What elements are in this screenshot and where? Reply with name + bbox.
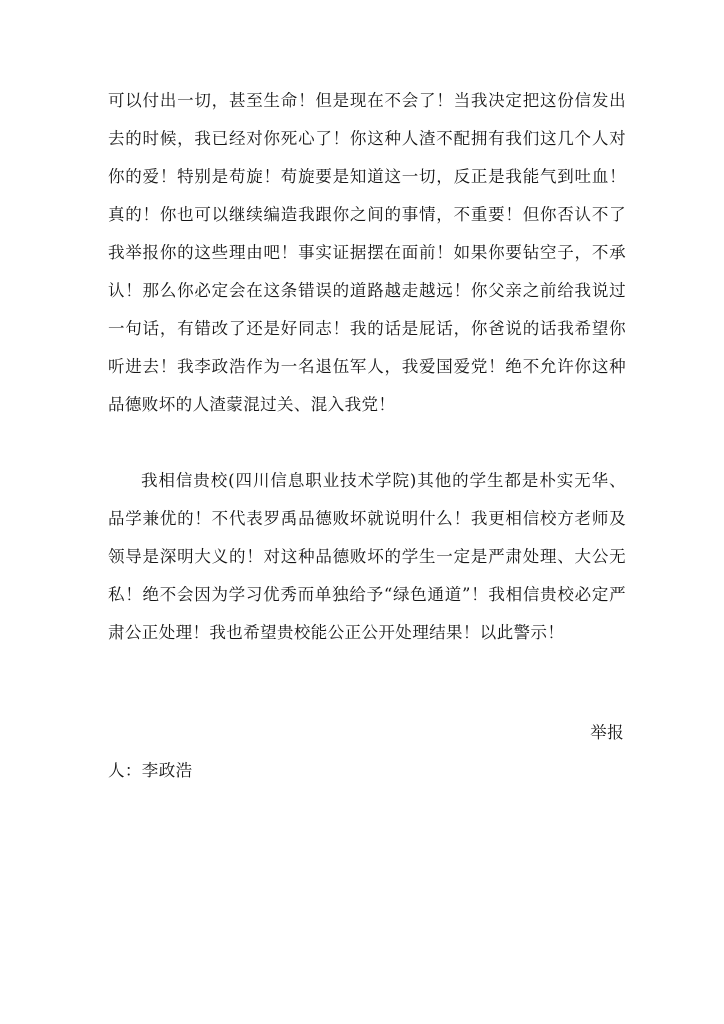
paragraph-2: 我相信贵校(四川信息职业技术学院)其他的学生都是朴实无华、品学兼优的！不代表罗禹品德败坏就说明什么！我更相信校方老师及领导是深明大义的！对这种品德败坏的学生一定是严肃处理、大公无私！绝不会因为学习优秀而单独给予“绿色通道”！我相信贵校必定严肃公正处理！我也希望贵校能公正公开处理结果！以此警示！ — [108, 471, 626, 642]
signature-name: 人：李政浩 — [108, 761, 193, 780]
document-body — [108, 82, 626, 790]
signature-block — [108, 714, 626, 790]
signature-label: 举报 — [590, 723, 624, 742]
paragraph-1: 可以付出一切，甚至生命！但是现在不会了！当我决定把这份信发出去的时候，我已经对你死心了！你这种人渣不配拥有我们这几个人对你的爱！特别是苟旋！苟旋要是知道这一切，反正是我能气到吐血！真的！你也可以继续编造我跟你之间的事情，不重要！但你否认不了我举报你的这些理由吧！事实证据摆在面前！如果你要钻空子，不承认！那么你必定会在这条错误的道路越走越远！你父亲之前给我说过一句话，有错改了还是好同志！我的话是屁话，你爸说的话我希望你听进去！我李政浩作为一名退伍军人，我爱国爱党！绝不允许你这种品德败坏的人渣蒙混过关、混入我党！ — [108, 91, 626, 414]
